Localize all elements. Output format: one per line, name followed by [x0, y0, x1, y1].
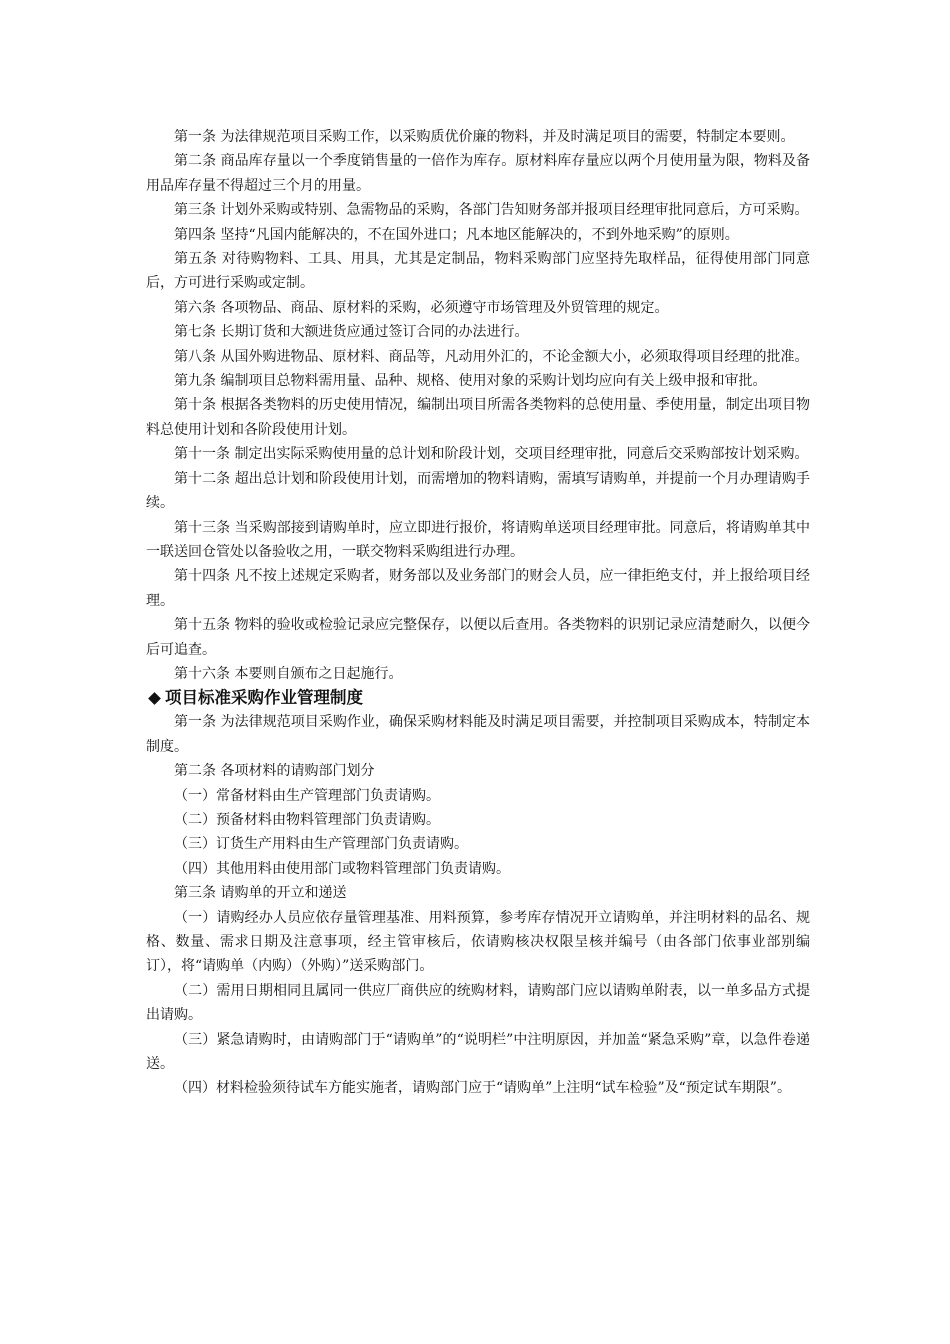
article-13: 第十三条 当采购部接到请购单时，应立即进行报价，将请购单送项目经理审批。同意后，将请购单其中一联送回仓管处以备验收之用，一联交物料采购组进行办理。 — [146, 519, 810, 560]
article-10: 第十条 根据各类物料的历史使用情况，编制出项目所需各类物料的总使用量、季使用量，制定出项目物料总使用计划和各阶段使用计划。 — [146, 397, 810, 438]
system-article-3-item-1: （一）请购经办人员应依存量管理基准、用料预算，参考库存情况开立请购单，并注明材料的品名、规格、数量、需求日期及注意事项，经主管审核后，依请购核决权限呈核并编号（由各部门依事业部别编订），将“请购单（内购）（外购）”送采购部门。 — [146, 909, 810, 975]
article-2: 第二条 商品库存量以一个季度销售量的一倍作为库存。原材料库存量应以两个月使用量为限，物料及备用品库存量不得超过三个月的用量。 — [146, 153, 810, 194]
article-9: 第九条 编制项目总物料需用量、品种、规格、使用对象的采购计划均应向有关上级申报和审批。 — [174, 373, 767, 390]
system-article-2-item-4: （四）其他用料由使用部门或物料管理部门负责请购。 — [174, 860, 510, 877]
system-article-2: 第二条 各项材料的请购部门划分 — [174, 763, 375, 780]
article-6: 第六条 各项物品、商品、原材料的采购，必须遵守市场管理及外贸管理的规定。 — [174, 299, 669, 316]
system-article-2-item-1: （一）常备材料由生产管理部门负责请购。 — [174, 787, 440, 804]
system-article-1: 第一条 为法律规范项目采购作业，确保采购材料能及时满足项目需要，并控制项目采购成本，特制定本制度。 — [146, 714, 810, 755]
article-5: 第五条 对待购物料、工具、用具，尤其是定制品，物料采购部门应坚持先取样品，征得使用部门同意后，方可进行采购或定制。 — [146, 251, 810, 292]
document-page — [146, 125, 810, 1101]
section-standard-purchasing-system — [146, 686, 810, 1101]
article-8: 第八条 从国外购进物品、原材料、商品等，凡动用外汇的，不论金额大小，必须取得项目经理的批准。 — [174, 348, 809, 365]
system-article-2-item-3: （三）订货生产用料由生产管理部门负责请购。 — [174, 836, 468, 853]
article-16: 第十六条 本要则自颁布之日起施行。 — [174, 665, 403, 682]
system-article-3-item-3: （三）紧急请购时，由请购部门于“请购单”的“说明栏”中注明原因，并加盖“紧急采购”章，以急件卷递送。 — [146, 1031, 810, 1073]
diamond-icon — [148, 692, 161, 705]
section-purchasing-rules — [146, 125, 810, 686]
article-3: 第三条 计划外采购或特别、急需物品的采购，各部门告知财务部并报项目经理审批同意后，方可采购。 — [174, 202, 809, 219]
system-article-3-item-2: （二）需用日期相同且属同一供应厂商供应的统购材料，请购部门应以请购单附表，以一单多品方式提出请购。 — [146, 982, 810, 1024]
article-1: 第一条 为法律规范项目采购工作，以采购质优价廉的物料，并及时满足项目的需要，特制定本要则。 — [174, 129, 795, 145]
article-12: 第十二条 超出总计划和阶段使用计划，而需增加的物料请购，需填写请购单，并提前一个月办理请购手续。 — [146, 470, 810, 512]
system-article-3-item-4: （四）材料检验须待试车方能实施者，请购部门应于“请购单”上注明“试车检验”及“预定试车期限”。 — [174, 1080, 791, 1097]
article-7: 第七条 长期订货和大额进货应通过签订合同的办法进行。 — [174, 324, 529, 341]
article-11: 第十一条 制定出实际采购使用量的总计划和阶段计划，交项目经理审批，同意后交采购部按计划采购。 — [174, 446, 809, 463]
article-4: 第四条 坚持“凡国内能解决的，不在国外进口；凡本地区能解决的，不到外地采购”的原则。 — [174, 226, 739, 243]
system-article-3: 第三条 请购单的开立和递送 — [174, 885, 347, 902]
system-article-2-item-2: （二）预备材料由物料管理部门负责请购。 — [174, 811, 440, 828]
section-heading — [146, 686, 810, 710]
article-15: 第十五条 物料的验收或检验记录应完整保存，以便以后查用。各类物料的识别记录应清楚耐久，以便今后可追查。 — [146, 617, 810, 658]
section-title: 项目标准采购作业管理制度 — [165, 688, 363, 708]
article-14: 第十四条 凡不按上述规定采购者，财务部以及业务部门的财会人员，应一律拒绝支付，并上报给项目经理。 — [146, 568, 810, 609]
